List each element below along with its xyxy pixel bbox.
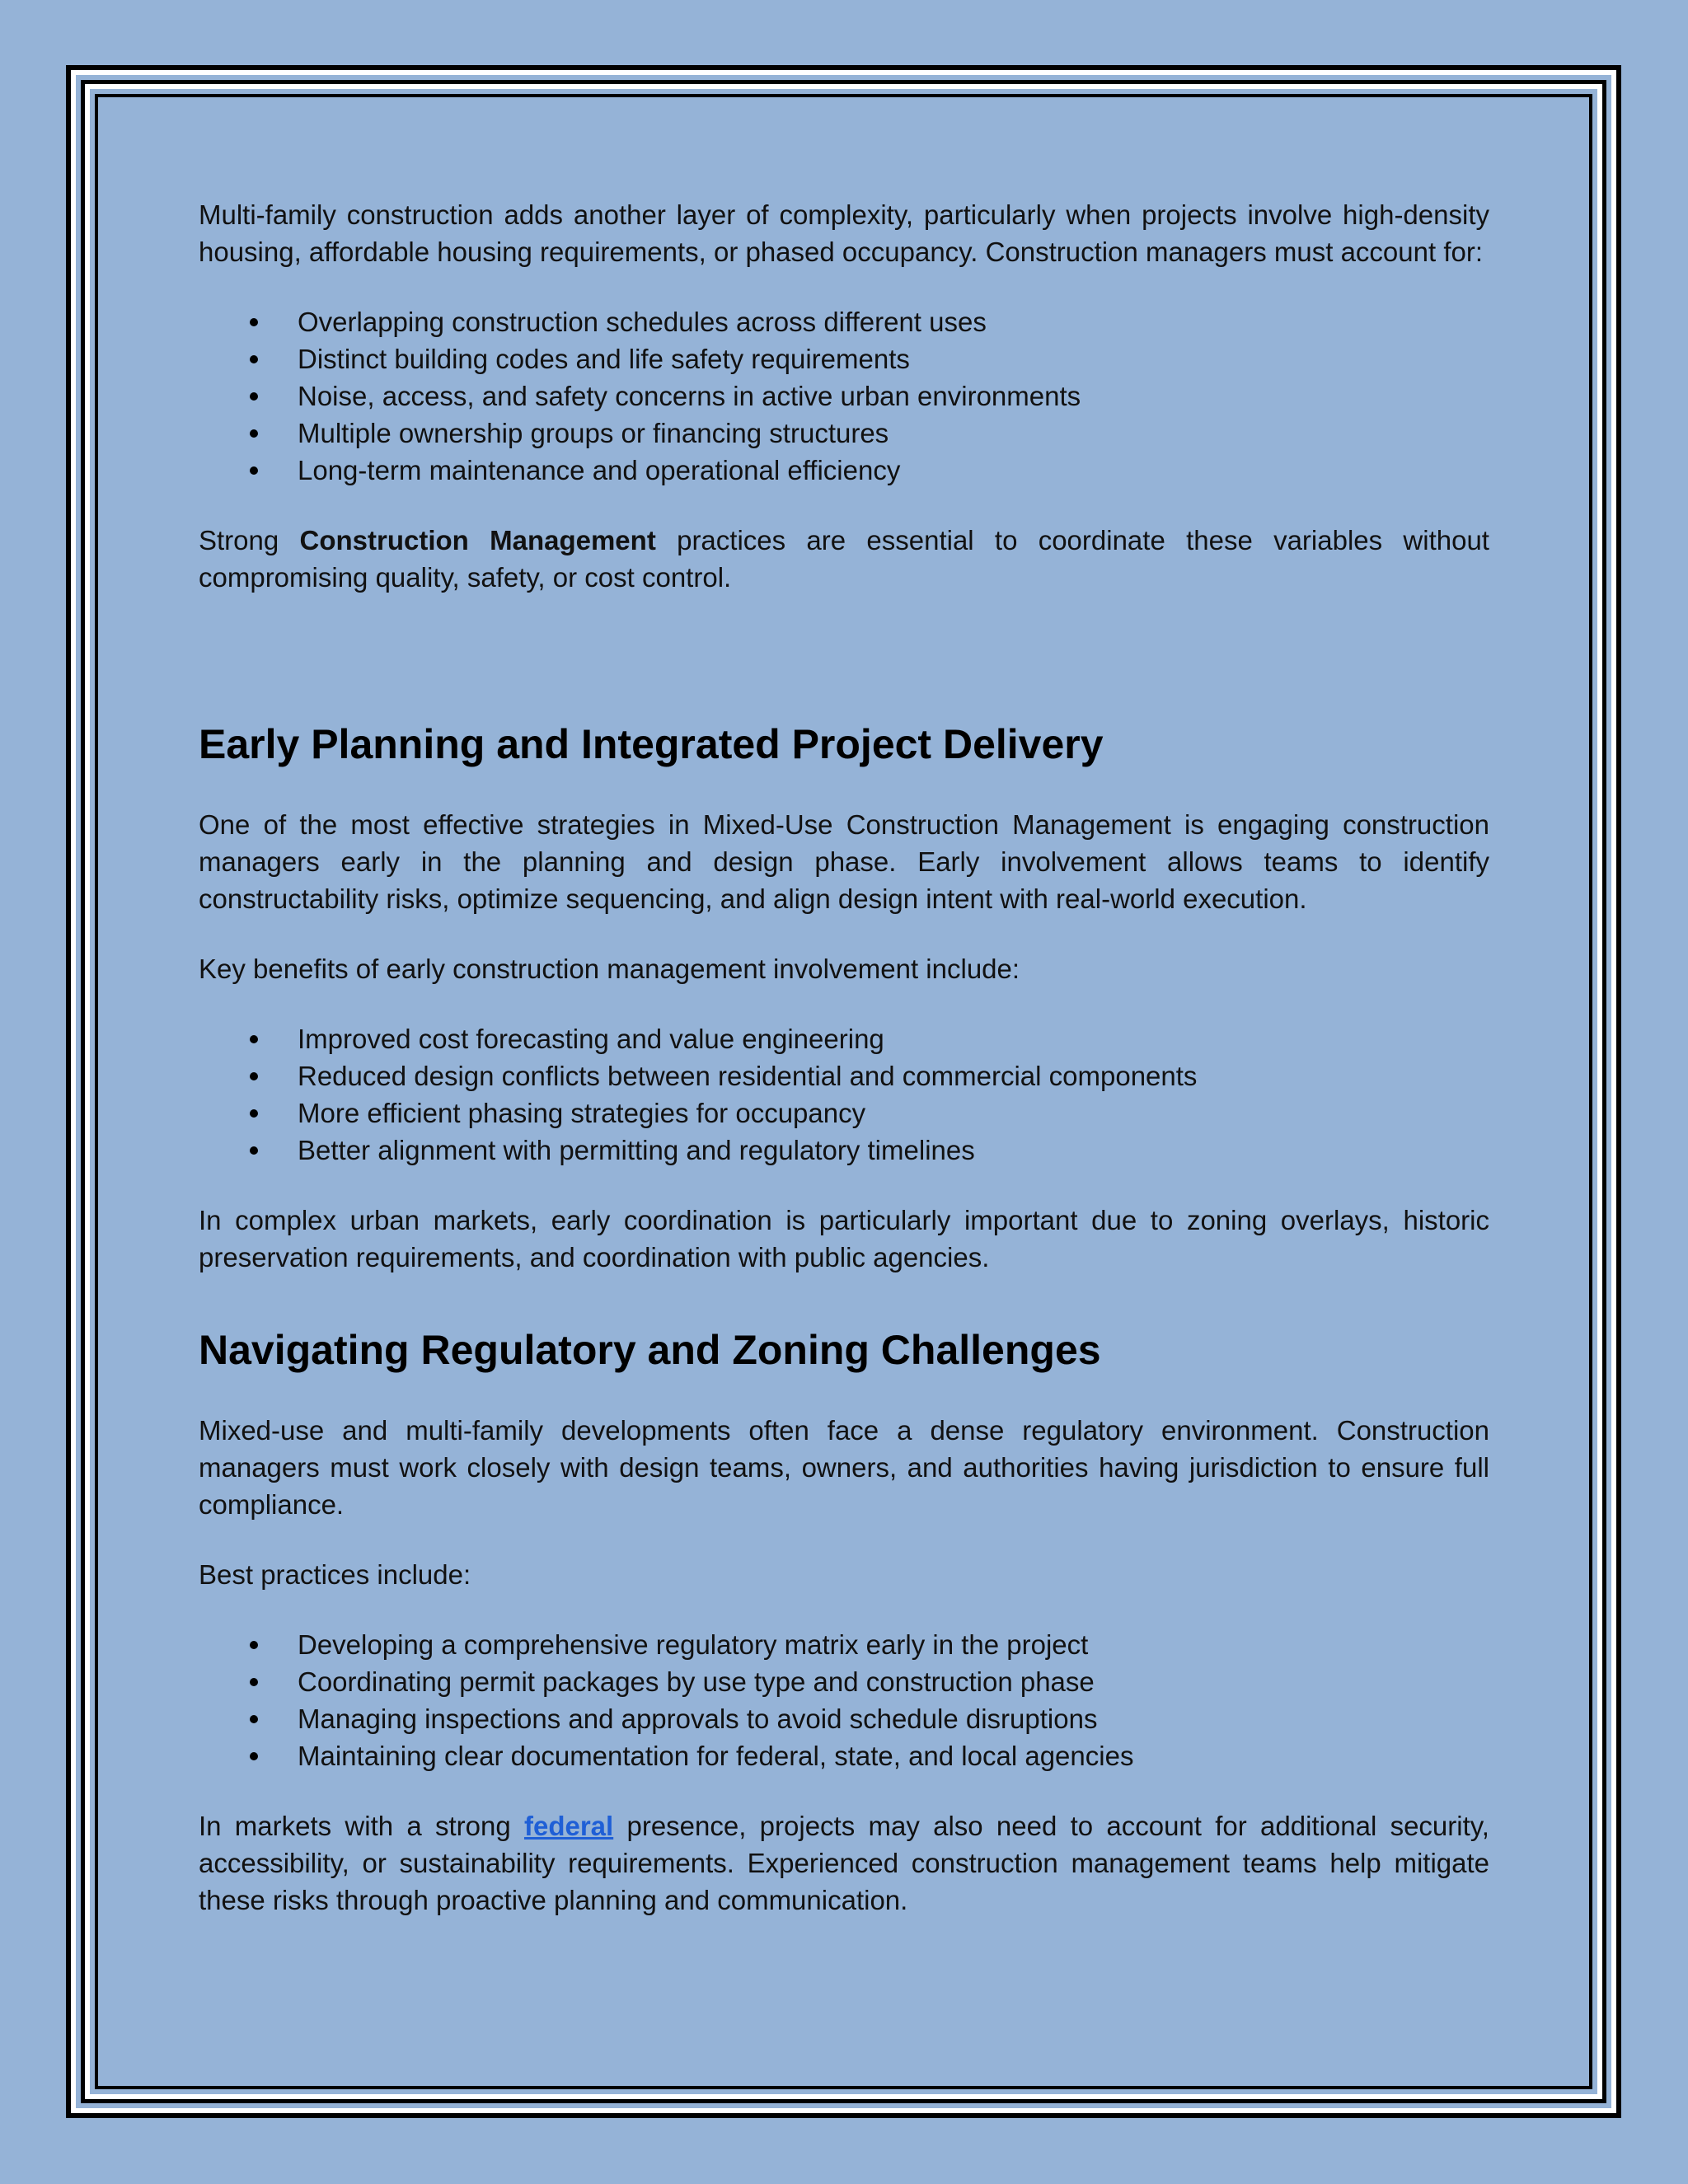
urban-markets-paragraph: In complex urban markets, early coordination is particularly important due to zoning overlays, historic preservation requirements, and coordination with public agencies.: [199, 1205, 1489, 1272]
federal-paragraph-text: In markets with a strong: [199, 1811, 524, 1841]
intro-closing-paragraph: [199, 522, 1489, 596]
list-item: Long-term maintenance and operational efficiency: [199, 452, 1489, 489]
regulatory-paragraph: Mixed-use and multi-family developments often face a dense regulatory environment. Construction managers must work closely with design teams, owners, and authorities having jurisdiction to ensure full compliance.: [199, 1415, 1489, 1520]
federal-markets-paragraph: [199, 1807, 1489, 1919]
benefits-bullet-list: [199, 1020, 1489, 1169]
list-item: Coordinating permit packages by use type and construction phase: [199, 1663, 1489, 1700]
best-practices-intro: Best practices include:: [199, 1559, 471, 1590]
list-item: Managing inspections and approvals to avoid schedule disruptions: [199, 1700, 1489, 1737]
list-item: Multiple ownership groups or financing structures: [199, 415, 1489, 452]
list-item: Maintaining clear documentation for federal, state, and local agencies: [199, 1737, 1489, 1774]
intro-closing-text: Strong: [199, 525, 300, 555]
list-item: Noise, access, and safety concerns in active urban environments: [199, 377, 1489, 415]
list-item: Developing a comprehensive regulatory matrix early in the project: [199, 1626, 1489, 1663]
early-planning-paragraph: One of the most effective strategies in Mixed-Use Construction Management is engaging construction managers early in the planning and design phase. Early involvement allows teams to identify constructability risks, optimize sequencing, and align design intent with real-world execution.: [199, 809, 1489, 914]
key-benefits-intro: Key benefits of early construction management involvement include:: [199, 954, 1020, 984]
document-content: [199, 196, 1489, 1919]
federal-paragraph-text-rest: presence, projects may also need to account for additional security, accessibility, or sustainability requirements. Experienced construction management teams help mitigate these risks through proactive planning and communication.: [199, 1811, 1489, 1915]
section-heading-regulatory: Navigating Regulatory and Zoning Challenges: [199, 1327, 1101, 1373]
federal-link[interactable]: federal: [523, 1811, 614, 1841]
intro-paragraph: Multi-family construction adds another layer of complexity, particularly when projects involve high-density housing, affordable housing requirements, or phased occupancy. Construction managers must account for:: [199, 199, 1489, 267]
list-item: Better alignment with permitting and regulatory timelines: [199, 1132, 1489, 1169]
construction-management-emphasis: Construction Management: [299, 525, 656, 555]
list-item: More efficient phasing strategies for occupancy: [199, 1094, 1489, 1132]
list-item: Reduced design conflicts between residential and commercial components: [199, 1057, 1489, 1094]
list-item: Overlapping construction schedules across different uses: [199, 303, 1489, 340]
list-item: Improved cost forecasting and value engineering: [199, 1020, 1489, 1057]
best-practices-bullet-list: [199, 1626, 1489, 1774]
list-item: Distinct building codes and life safety requirements: [199, 340, 1489, 377]
section-heading-early-planning: Early Planning and Integrated Project Delivery: [199, 721, 1104, 767]
intro-closing-text-rest: practices are essential to coordinate these variables without compromising quality, safety, or cost control.: [199, 525, 1489, 593]
intro-bullet-list: [199, 303, 1489, 489]
